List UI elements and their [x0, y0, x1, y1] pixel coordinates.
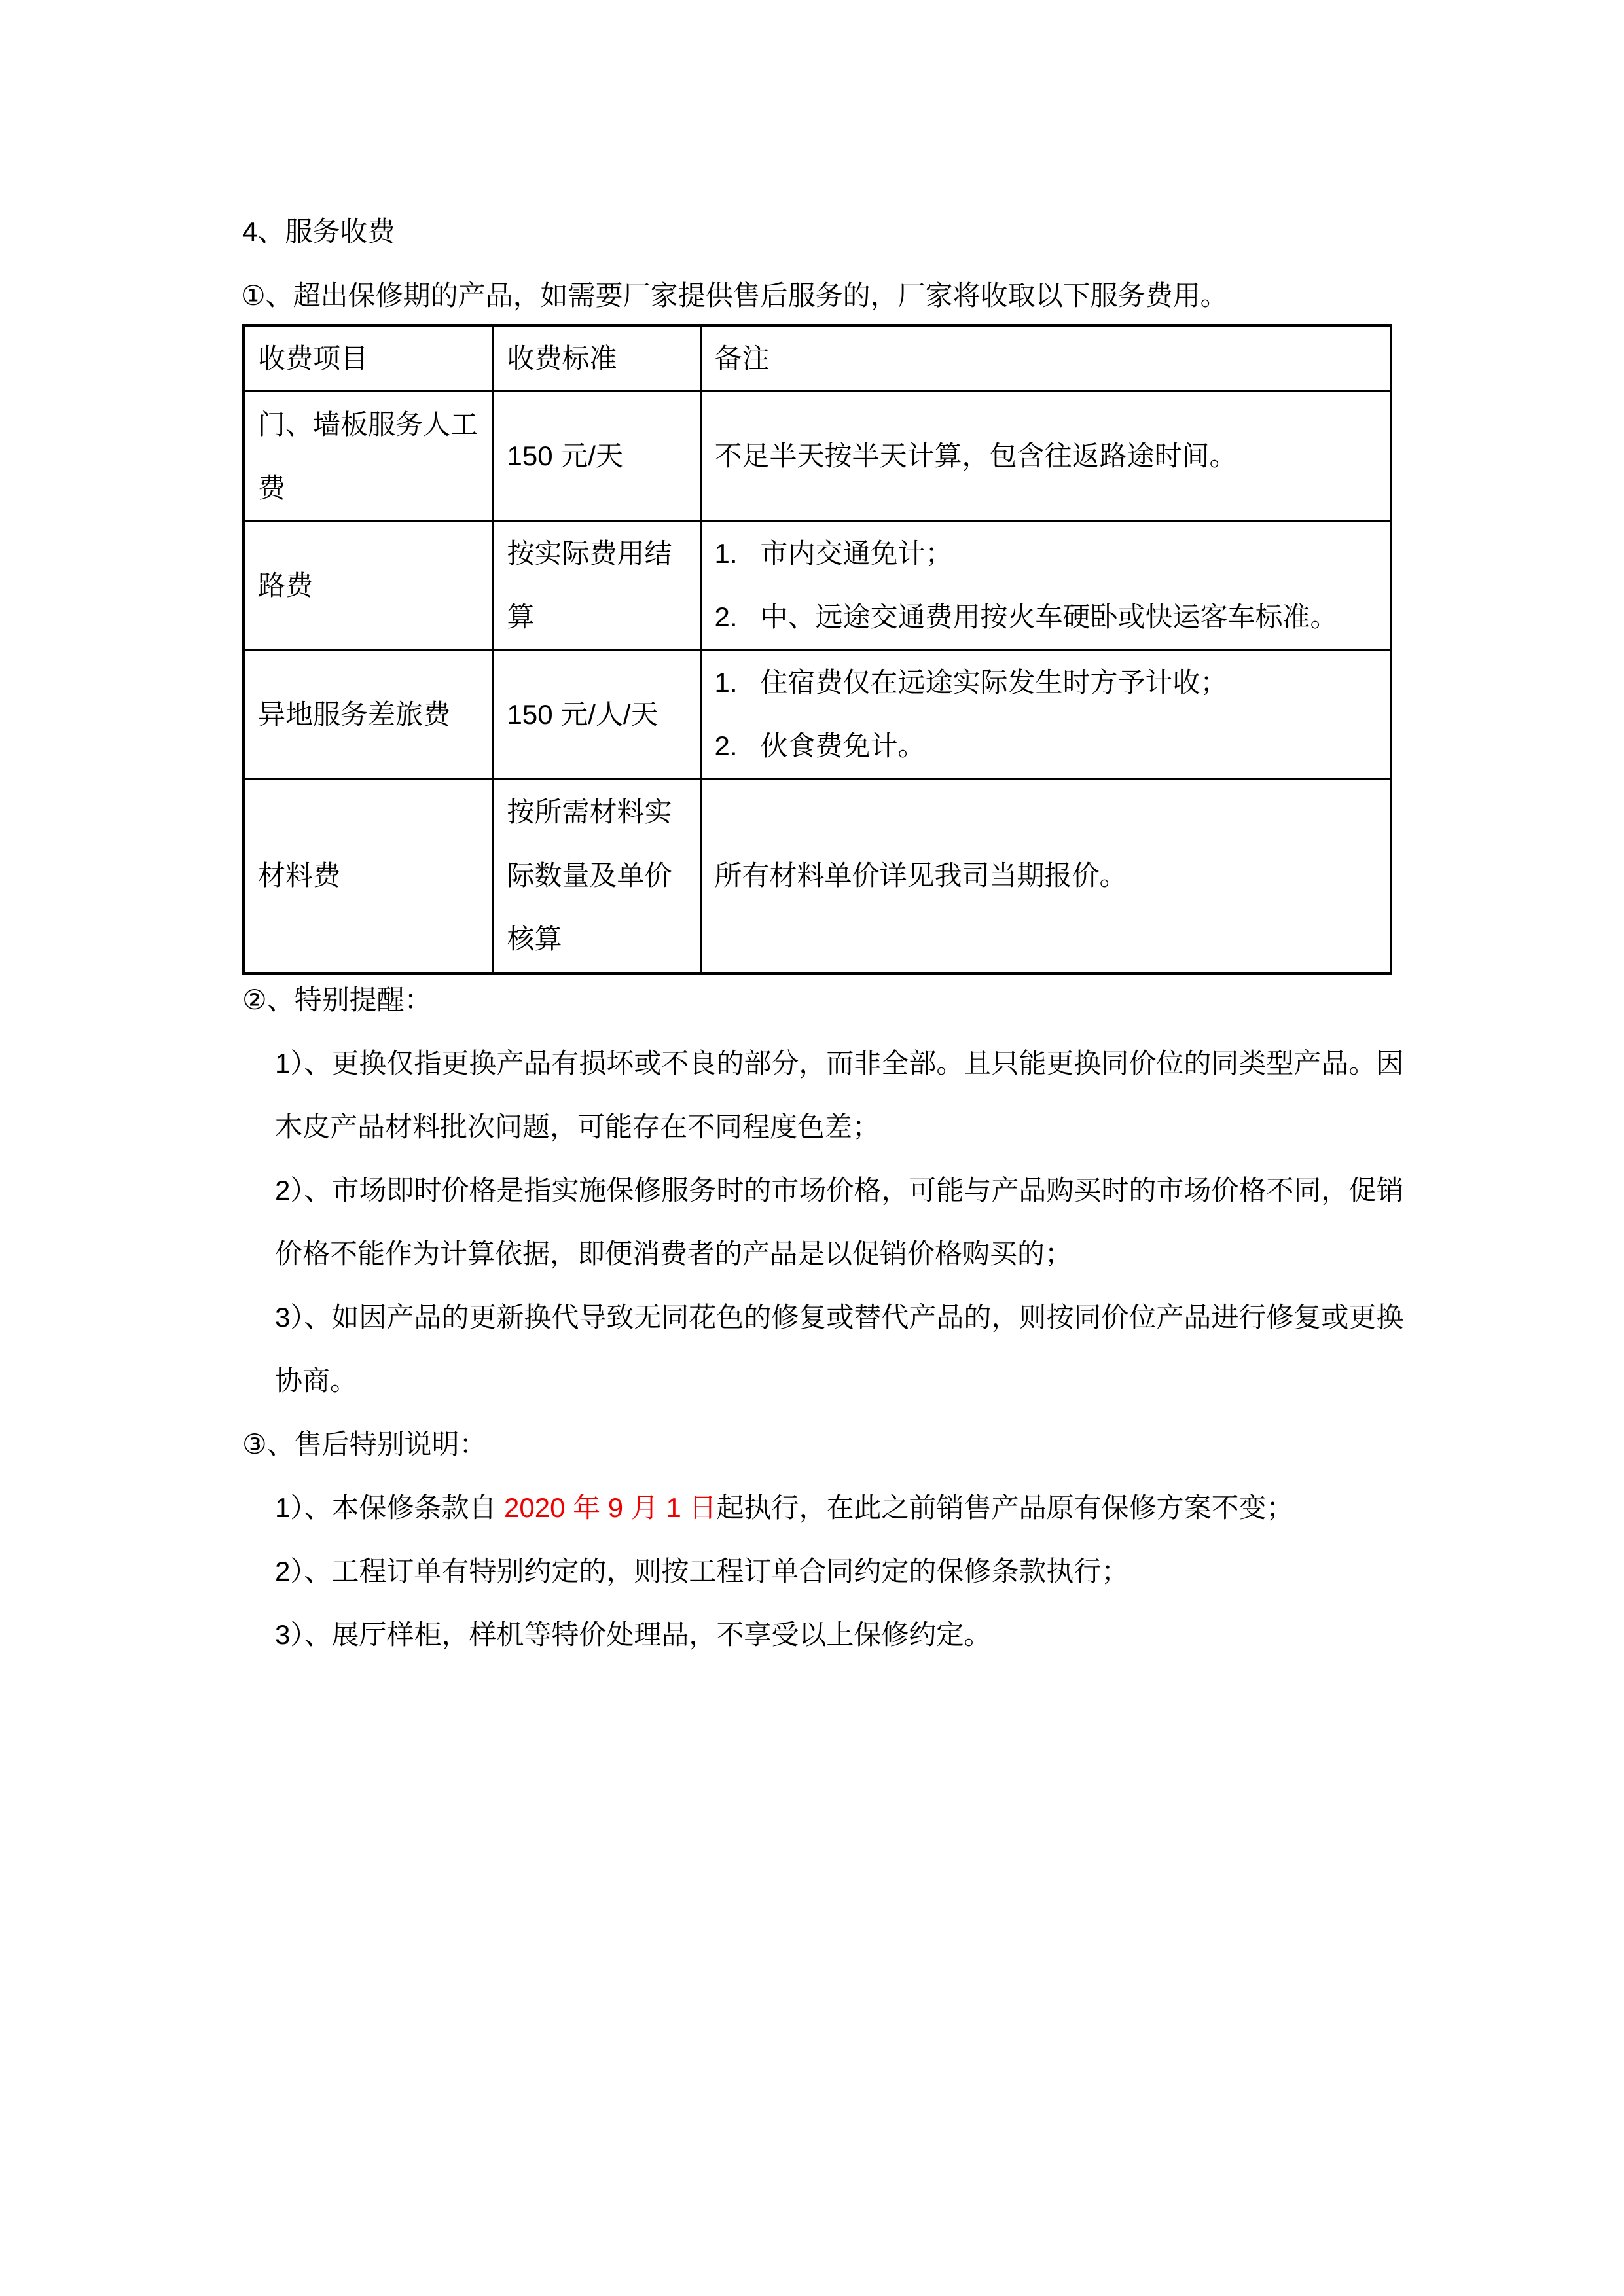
cell-standard: 150 元/天 [493, 391, 700, 521]
remark-line: 不足半天按半天计算，包含往返路途时间。 [714, 440, 1237, 471]
special-reminder-item-1: 1）、更换仅指更换产品有损坏或不良的部分，而非全部。且只能更换同价位的同类型产品。因木皮产品材料批次问题，可能存在不同程度色差； [275, 1048, 1404, 1142]
after-sales-item-3: 3）、展厅样柜，样机等特价处理品，不享受以上保修约定。 [275, 1619, 992, 1650]
table-row-road-fee [244, 521, 1391, 650]
remark-line [715, 651, 1385, 714]
cell-item-name: 材料费 [244, 779, 493, 973]
remark-number: 2. [714, 730, 738, 761]
special-reminder-title: ②、特别提醒： [242, 984, 432, 1015]
remark-line: 所有材料单价详见我司当期报价。 [714, 860, 1127, 891]
after-sales-item-2: 2）、工程订单有特别约定的，则按工程订单合同约定的保修条款执行； [275, 1556, 1129, 1587]
remark-number: 1. [714, 667, 738, 698]
table-row-material-fee [244, 779, 1391, 973]
fee-table [242, 324, 1392, 975]
notes-section [242, 968, 1414, 1666]
remark-text: 中、远途交通费用按火车硬卧或快运客车标准。 [760, 601, 1338, 632]
after-sales-item-1 [275, 1476, 1414, 1539]
remark-number: 1. [714, 538, 738, 569]
column-header-remark: 备注 [700, 325, 1391, 391]
cell-standard: 按所需材料实际数量及单价核算 [493, 779, 700, 973]
special-reminder-item-2: 2）、市场即时价格是指实施保修服务时的市场价格，可能与产品购买时的市场价格不同，促销价格不能作为计算依据，即便消费者的产品是以促销价格购买的； [275, 1175, 1404, 1269]
cell-remarks [700, 650, 1391, 779]
cell-standard: 按实际费用结算 [493, 521, 700, 650]
remark-text: 住宿费仅在远途实际发生时方予计收； [760, 667, 1228, 698]
cell-standard: 150 元/人/天 [493, 650, 700, 779]
remark-text: 市内交通免计； [760, 538, 953, 569]
after-sales-item-1-prefix: 1）、本保修条款自 [275, 1492, 505, 1523]
cell-remarks [700, 521, 1391, 650]
table-row-labor-fee [244, 391, 1391, 521]
cell-remarks [700, 391, 1391, 521]
remark-text: 伙食费免计。 [760, 730, 926, 761]
special-reminder-item-3: 3）、如因产品的更新换代导致无同花色的修复或替代产品的，则按同价位产品进行修复或更换协商。 [275, 1302, 1404, 1396]
cell-remarks [700, 779, 1391, 973]
column-header-standard: 收费标准 [493, 325, 700, 391]
after-sales-title: ③、售后特别说明： [242, 1429, 487, 1460]
fee-table-header-row [244, 325, 1391, 391]
cell-item-name: 路费 [244, 521, 493, 650]
remark-number: 2. [714, 601, 738, 632]
intro-paragraph: ①、超出保修期的产品，如需要厂家提供售后服务的，厂家将收取以下服务费用。 [241, 280, 1228, 311]
remark-line [715, 522, 1385, 585]
remark-line [715, 714, 1385, 778]
remark-line [715, 585, 1385, 649]
effective-date-highlight: 2020 年 9 月 1 日 [504, 1492, 717, 1523]
page-title: 4、服务收费 [242, 216, 395, 247]
cell-item-name: 异地服务差旅费 [244, 650, 493, 779]
table-row-travel-fee [244, 650, 1391, 779]
after-sales-item-1-suffix: 起执行，在此之前销售产品原有保修方案不变； [716, 1492, 1294, 1523]
column-header-item: 收费项目 [244, 325, 493, 391]
cell-item-name: 门、墙板服务人工费 [244, 391, 493, 521]
